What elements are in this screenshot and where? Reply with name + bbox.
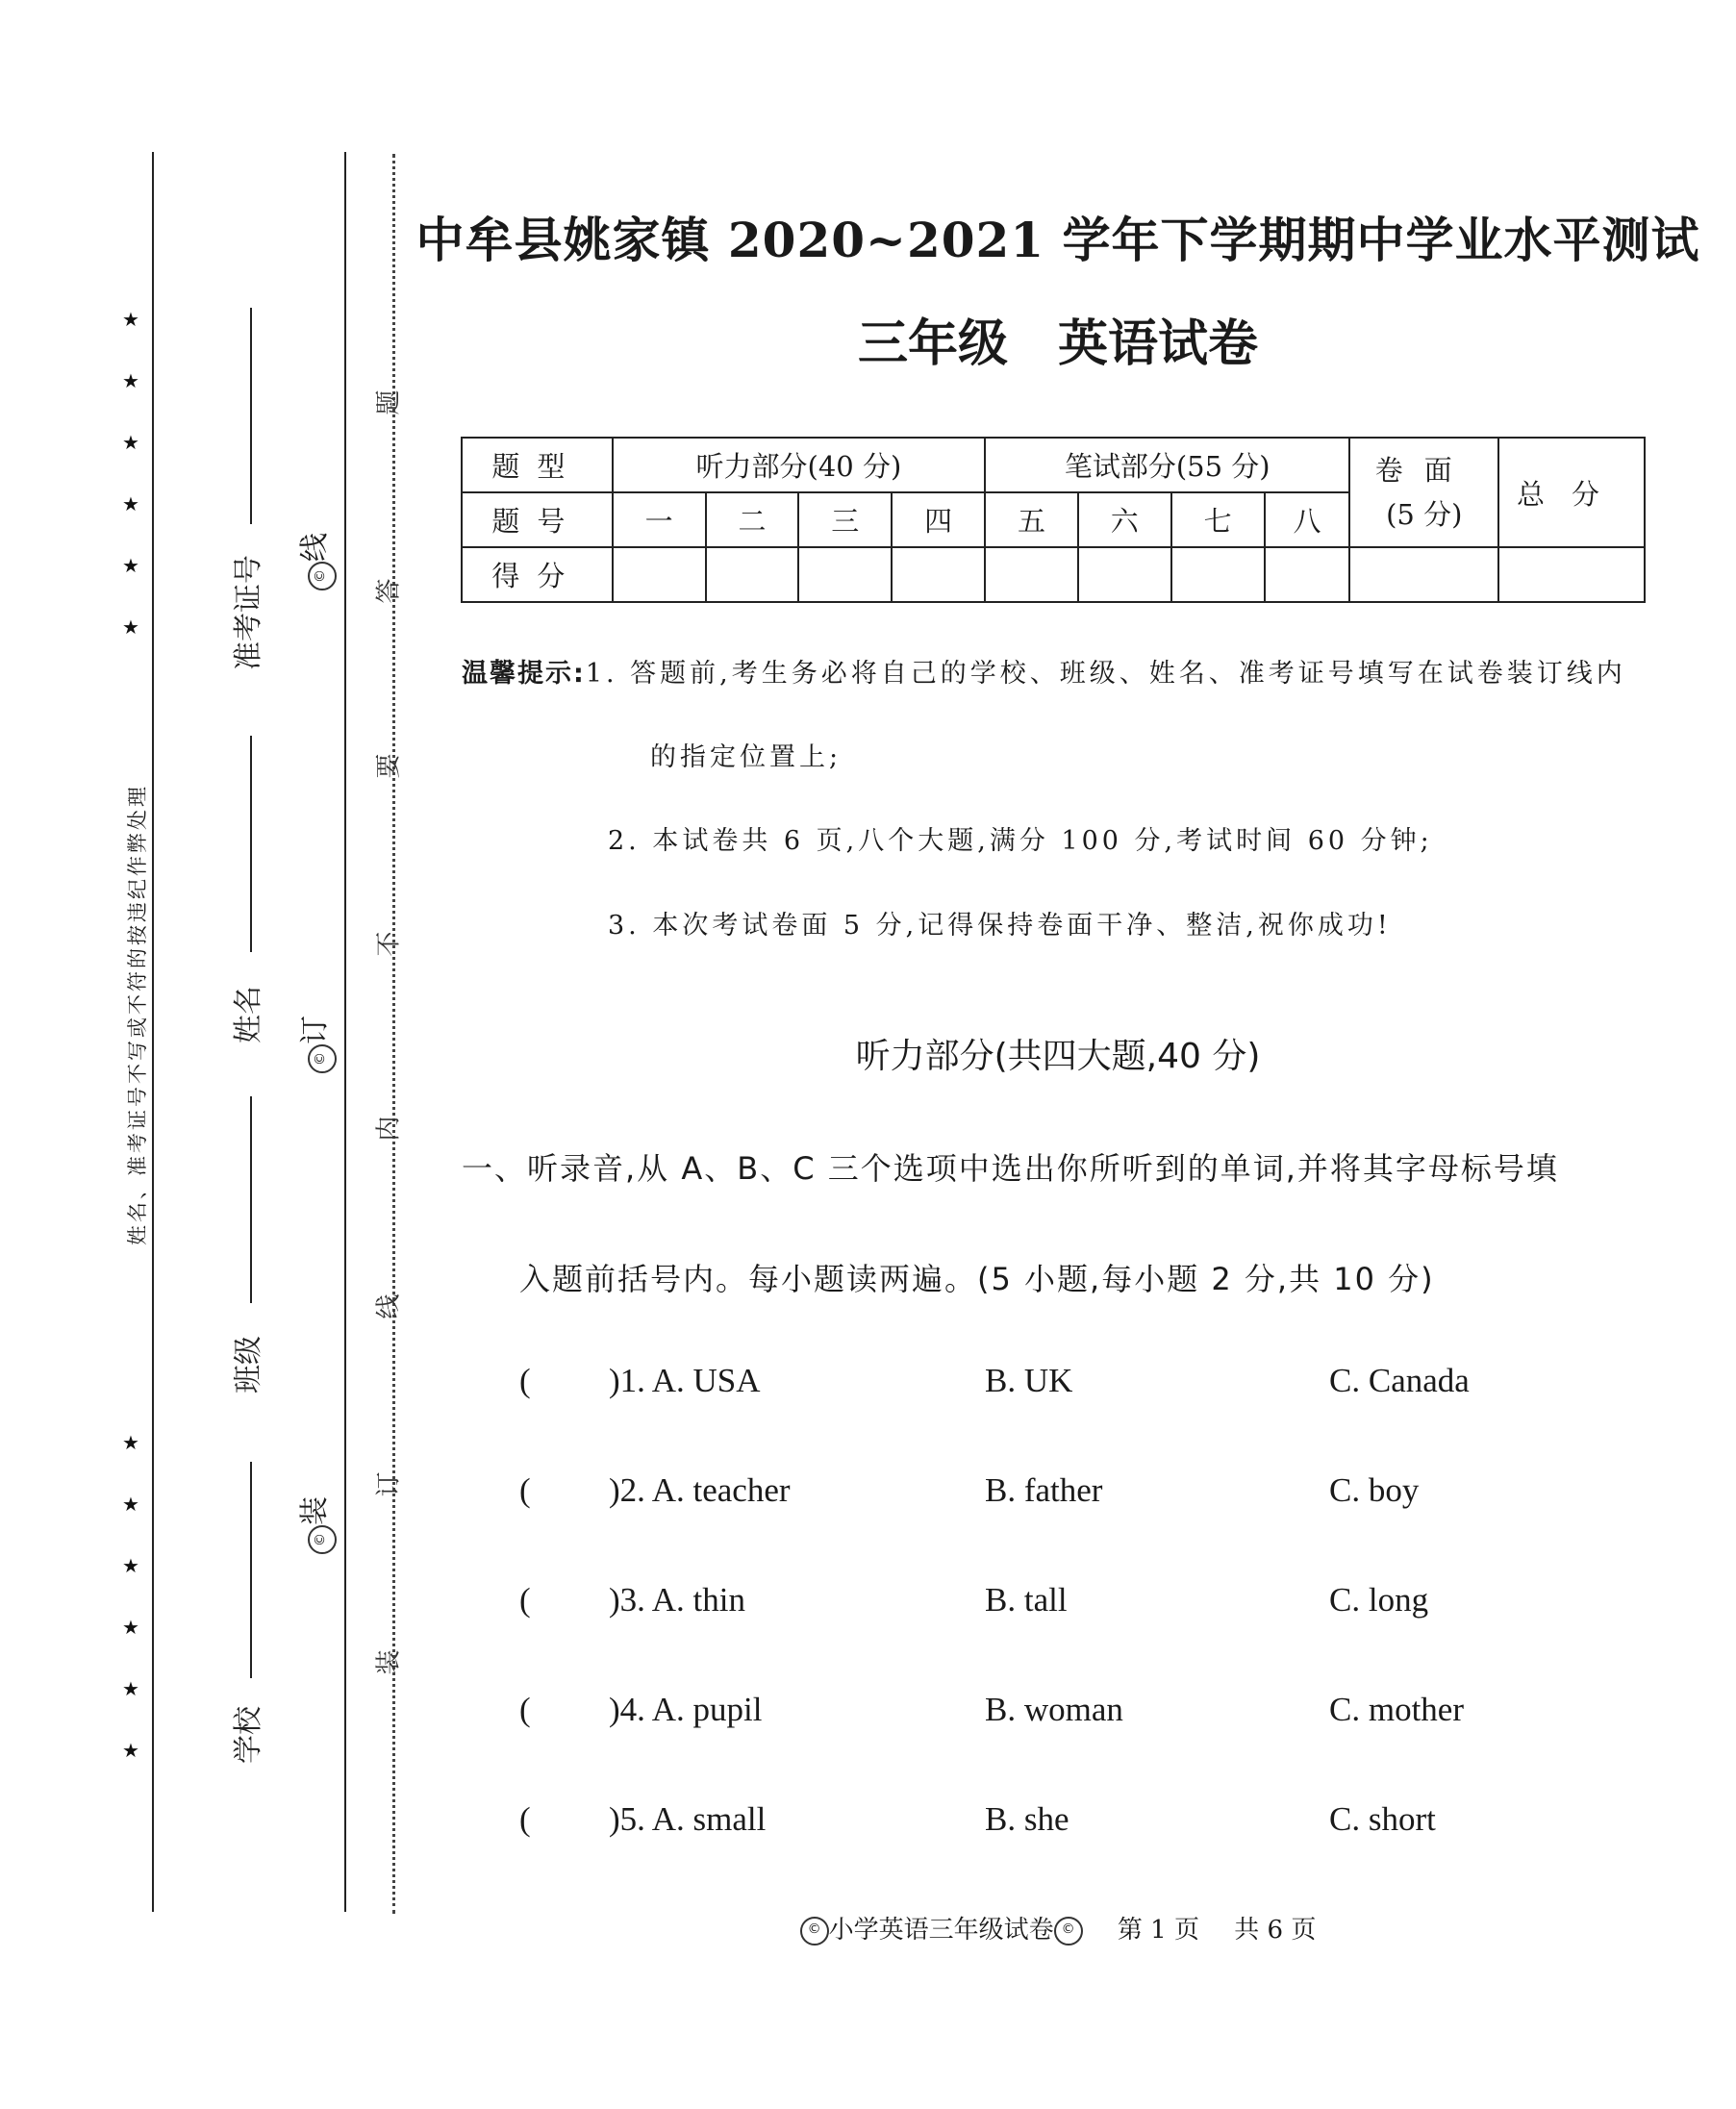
star-icon: ★ bbox=[122, 1677, 139, 1700]
question-4 bbox=[519, 1691, 1673, 1733]
seal-icon: © bbox=[308, 1525, 337, 1554]
answer-paren[interactable]: ( bbox=[519, 1581, 531, 1619]
exam-id-label: 准考证号 bbox=[232, 555, 265, 670]
seal-mark-line bbox=[290, 533, 337, 590]
star-icon: ★ bbox=[122, 1431, 139, 1454]
answer-paren[interactable]: ( bbox=[519, 1691, 531, 1728]
option-a: )4. A. pupil bbox=[609, 1691, 763, 1728]
listening-header: 听力部分(40 分) bbox=[613, 438, 985, 492]
table-row bbox=[462, 547, 1645, 602]
option-a: )2. A. teacher bbox=[609, 1471, 791, 1509]
option-a: )3. A. thin bbox=[609, 1581, 745, 1619]
note-item-3: 3. 本次考试卷面 5 分,记得保持卷面干净、整洁,祝你成功! bbox=[608, 911, 1392, 941]
star-icon: ★ bbox=[122, 308, 139, 331]
option-c: C. boy bbox=[1329, 1471, 1420, 1509]
question-number: 一 bbox=[613, 492, 706, 547]
question-1 bbox=[519, 1362, 1673, 1404]
score-cell[interactable] bbox=[892, 547, 985, 602]
question-number: 八 bbox=[1265, 492, 1350, 547]
score-cell[interactable] bbox=[1171, 547, 1265, 602]
exam-subtitle: 三年级 英语试卷 bbox=[857, 314, 1258, 373]
binding-char: 内 bbox=[374, 1116, 404, 1142]
seal-icon: © bbox=[308, 1044, 337, 1073]
question-2 bbox=[519, 1471, 1673, 1514]
star-icon: ★ bbox=[122, 615, 139, 639]
question-number: 四 bbox=[892, 492, 985, 547]
total-header: 总分 bbox=[1498, 438, 1645, 547]
binding-border-left bbox=[152, 152, 154, 1912]
star-icon: ★ bbox=[122, 1739, 139, 1762]
question-number: 三 bbox=[798, 492, 892, 547]
note-item-1-cont: 的指定位置上; bbox=[650, 742, 843, 772]
name-field[interactable] bbox=[250, 736, 252, 952]
binding-notice: 姓名、准考证号不写或不符的按违纪作弊处理 bbox=[126, 784, 149, 1245]
seal-mark-text: 装 bbox=[298, 1496, 332, 1525]
class-field[interactable] bbox=[250, 1096, 252, 1303]
page-footer bbox=[414, 1910, 1702, 1946]
row-label-score: 得分 bbox=[462, 547, 613, 602]
neatness-label: 卷面 bbox=[1374, 454, 1473, 487]
note-item-1 bbox=[462, 652, 1626, 690]
class-label: 班级 bbox=[232, 1336, 265, 1393]
footer-paper-name: 小学英语三年级试卷 bbox=[828, 1916, 1054, 1945]
question-3 bbox=[519, 1581, 1673, 1623]
part1-instruction-cont: 入题前括号内。每小题读两遍。(5 小题,每小题 2 分,共 10 分) bbox=[519, 1261, 1435, 1297]
row-label-number: 题号 bbox=[462, 492, 613, 547]
binding-char: 不 bbox=[374, 931, 404, 957]
star-icon: ★ bbox=[122, 1493, 139, 1516]
score-cell[interactable] bbox=[1349, 547, 1498, 602]
score-cell[interactable] bbox=[706, 547, 799, 602]
question-number: 二 bbox=[706, 492, 799, 547]
question-number: 六 bbox=[1078, 492, 1171, 547]
score-cell[interactable] bbox=[613, 547, 706, 602]
score-cell[interactable] bbox=[985, 547, 1078, 602]
exam-id-field[interactable] bbox=[250, 308, 252, 524]
option-b: B. she bbox=[985, 1800, 1069, 1838]
star-icon: ★ bbox=[122, 369, 139, 392]
option-c: C. short bbox=[1329, 1800, 1436, 1838]
binding-char: 订 bbox=[374, 1471, 404, 1497]
option-c: C. Canada bbox=[1329, 1362, 1470, 1399]
question-5 bbox=[519, 1800, 1673, 1843]
table-row bbox=[462, 438, 1645, 492]
score-cell[interactable] bbox=[1265, 547, 1350, 602]
seal-icon: © bbox=[800, 1917, 829, 1946]
option-c: C. mother bbox=[1329, 1691, 1464, 1728]
answer-paren[interactable]: ( bbox=[519, 1362, 531, 1399]
binding-char: 装 bbox=[374, 1649, 404, 1675]
seal-icon: © bbox=[308, 562, 337, 590]
name-label: 姓名 bbox=[232, 986, 265, 1043]
score-cell[interactable] bbox=[1498, 547, 1645, 602]
option-b: B. UK bbox=[985, 1362, 1073, 1399]
row-label-type: 题型 bbox=[462, 438, 613, 492]
star-icon: ★ bbox=[122, 431, 139, 454]
seal-mark-staple bbox=[290, 1496, 337, 1554]
star-icon: ★ bbox=[122, 554, 139, 577]
school-label: 学校 bbox=[232, 1706, 265, 1764]
footer-page-number: 第 1 页 bbox=[1117, 1916, 1199, 1945]
neatness-header bbox=[1349, 438, 1498, 547]
exam-title: 中牟县姚家镇 2020~2021 学年下学期期中学业水平测试 bbox=[415, 212, 1700, 268]
score-cell[interactable] bbox=[798, 547, 892, 602]
binding-char: 答 bbox=[374, 578, 404, 604]
note-prefix: 温馨提示: bbox=[462, 659, 586, 689]
seal-mark-text: 订 bbox=[298, 1016, 332, 1044]
question-number: 七 bbox=[1171, 492, 1265, 547]
neatness-points: (5 分) bbox=[1386, 498, 1463, 531]
option-b: B. woman bbox=[985, 1691, 1123, 1728]
seal-icon: © bbox=[1054, 1917, 1083, 1946]
seal-mark-text: 线 bbox=[298, 533, 332, 562]
option-b: B. father bbox=[985, 1471, 1103, 1509]
question-number: 五 bbox=[985, 492, 1078, 547]
part1-instruction: 一、听录音,从 A、B、C 三个选项中选出你所听到的单词,并将其字母标号填 bbox=[462, 1150, 1559, 1187]
score-table bbox=[461, 437, 1646, 603]
star-icon: ★ bbox=[122, 492, 139, 515]
binding-char: 线 bbox=[374, 1293, 404, 1319]
score-cell[interactable] bbox=[1078, 547, 1171, 602]
answer-paren[interactable]: ( bbox=[519, 1800, 531, 1838]
binding-char: 要 bbox=[374, 753, 404, 779]
school-field[interactable] bbox=[250, 1462, 252, 1678]
note-item-2: 2. 本试卷共 6 页,八个大题,满分 100 分,考试时间 60 分钟; bbox=[608, 826, 1433, 856]
footer-total-pages: 共 6 页 bbox=[1234, 1916, 1317, 1945]
option-b: B. tall bbox=[985, 1581, 1068, 1619]
writing-header: 笔试部分(55 分) bbox=[985, 438, 1349, 492]
listening-section-title: 听力部分(共四大题,40 分) bbox=[855, 1037, 1261, 1076]
note-text: 1. 答题前,考生务必将自己的学校、班级、姓名、准考证号填写在试卷装订线内 bbox=[585, 659, 1626, 689]
seal-mark-bind bbox=[290, 1016, 337, 1073]
option-a: )1. A. USA bbox=[609, 1362, 761, 1399]
binding-border-right bbox=[344, 152, 346, 1912]
option-a: )5. A. small bbox=[609, 1800, 767, 1838]
star-icon: ★ bbox=[122, 1616, 139, 1639]
star-icon: ★ bbox=[122, 1554, 139, 1577]
binding-char: 题 bbox=[374, 389, 404, 415]
option-c: C. long bbox=[1329, 1581, 1429, 1619]
answer-paren[interactable]: ( bbox=[519, 1471, 531, 1509]
